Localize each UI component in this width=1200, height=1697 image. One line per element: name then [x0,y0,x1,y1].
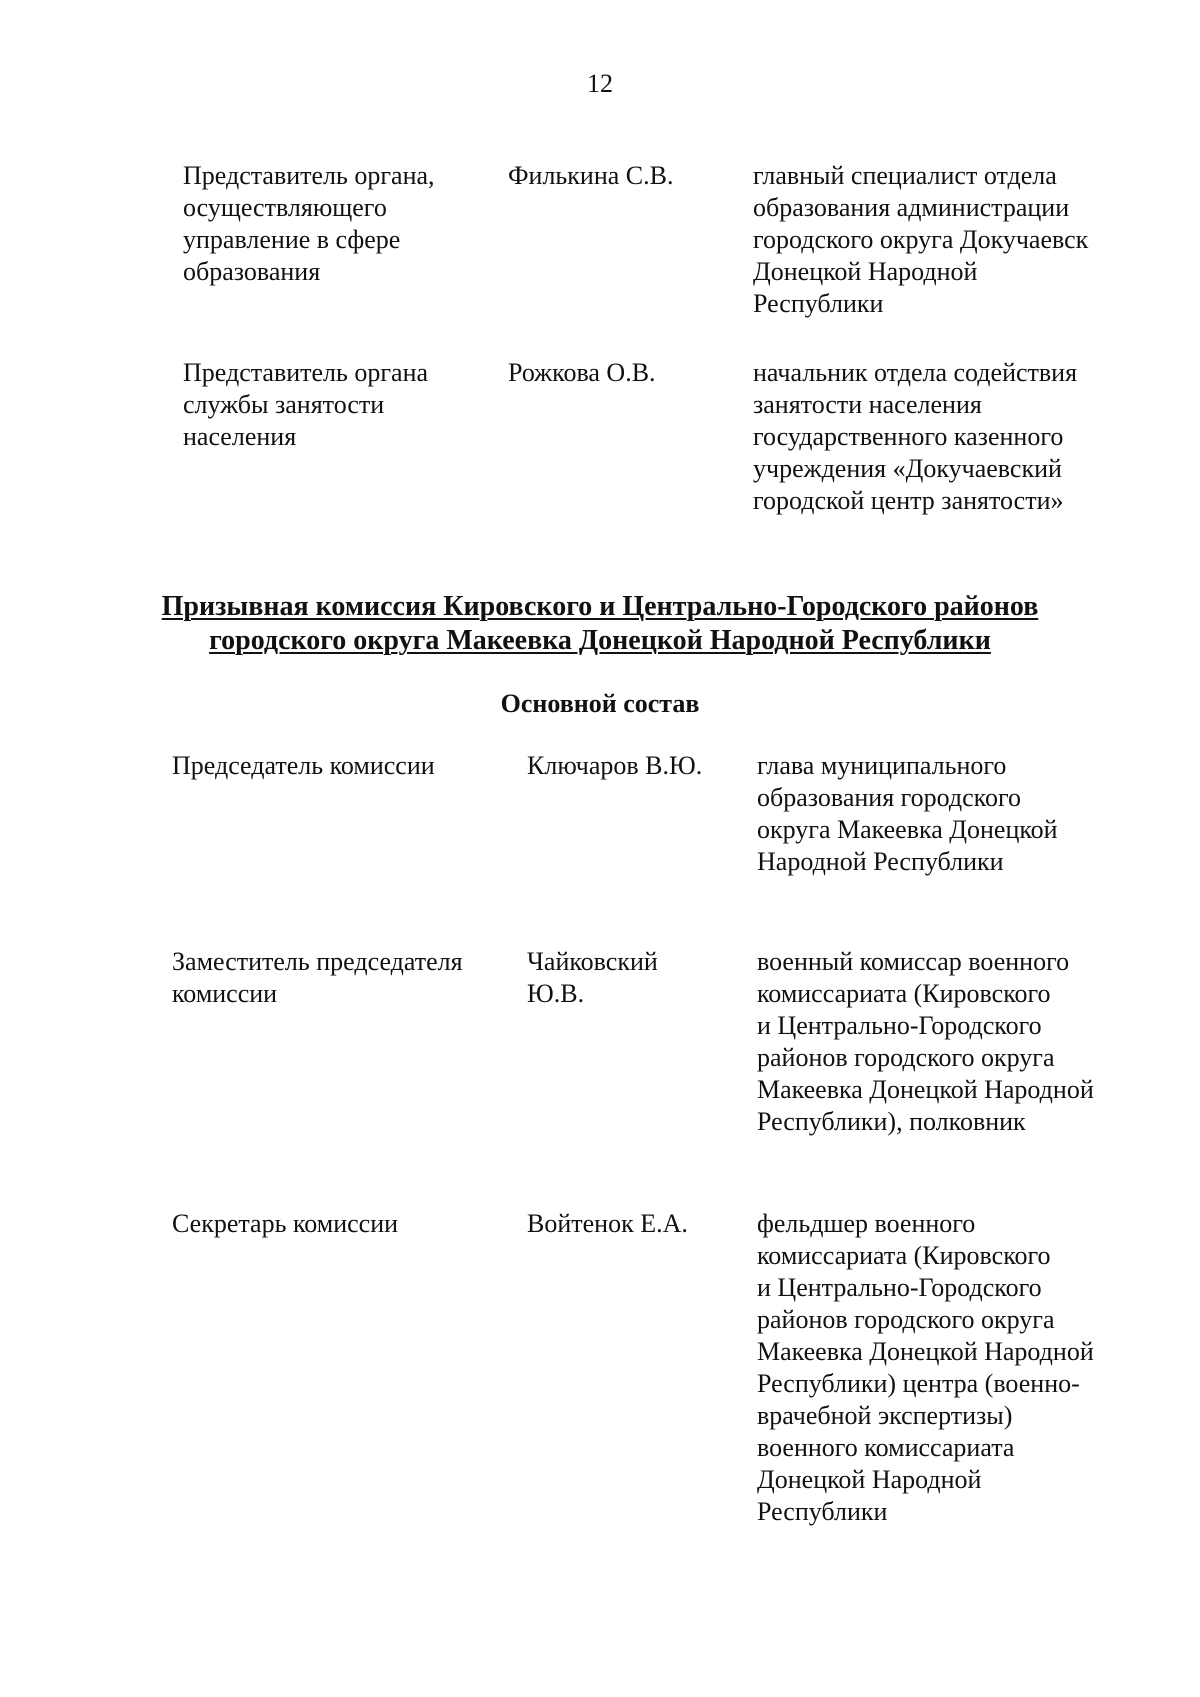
member-position [757,750,1177,878]
text-line: городской центр занятости» [753,486,1064,515]
text-line: комиссии [172,979,278,1008]
text-line: Заместитель председателя [172,947,463,976]
text-line: начальник отдела содействия [753,358,1078,387]
text-line: образования администрации [753,193,1070,222]
section-title-line: Призывная комиссия Кировского и Центрально-Городского районов [161,591,1039,622]
text-line: Макеевка Донецкой Народной [757,1337,1094,1366]
text-line: районов городского округа [757,1305,1055,1334]
text-line: государственного казенного [753,422,1064,451]
member-position [753,357,1173,517]
text-line: Макеевка Донецкой Народной [757,1075,1094,1104]
text-line: службы занятости [183,390,385,419]
text-line: управление в сфере [183,225,401,254]
text-line: учреждения «Докучаевский [753,454,1062,483]
text-line: Донецкой Народной [757,1465,982,1494]
text-line: образования городского [757,783,1022,812]
text-line: занятости населения [753,390,982,419]
text-line: фельдшер военного [757,1209,976,1238]
member-role [183,160,483,288]
text-line: населения [183,422,297,451]
page-number: 12 [587,69,613,98]
text-line: Ключаров В.Ю. [527,751,703,780]
text-line: Республики [753,289,884,318]
text-line: округа Макеевка Донецкой [757,815,1058,844]
text-line: главный специалист отдела [753,161,1057,190]
text-line: глава муниципального [757,751,1007,780]
text-line: врачебной экспертизы) [757,1401,1013,1430]
member-position [753,160,1173,320]
member-role [172,1208,502,1240]
member-role [172,946,502,1010]
text-line: Народной Республики [757,847,1004,876]
text-line: Республики), полковник [757,1107,1026,1136]
text-line: Филькина С.В. [508,161,674,190]
text-line: и Центрально-Городского [757,1011,1042,1040]
text-line: Войтенок Е.А. [527,1209,688,1238]
subsection-title: Основной состав [500,689,700,718]
text-line: Секретарь комиссии [172,1209,399,1238]
member-position [757,946,1177,1138]
text-line: Республики [757,1497,888,1526]
member-role [172,750,502,782]
text-line: комиссариата (Кировского [757,1241,1051,1270]
member-name [508,160,728,192]
member-name [527,750,747,782]
text-line: военного комиссариата [757,1433,1015,1462]
section-title-line: городского округа Макеевка Донецкой Народной Республики [209,625,991,656]
text-line: Республики) центра (военно- [757,1369,1080,1398]
text-line: Представитель органа [183,358,429,387]
text-line: Чайковский [527,947,658,976]
text-line: городского округа Докучаевск [753,225,1089,254]
text-line: осуществляющего [183,193,387,222]
text-line: военный комиссар военного [757,947,1070,976]
section-title [0,590,1200,658]
text-line: и Центрально-Городского [757,1273,1042,1302]
text-line: Ю.В. [527,979,585,1008]
text-line: Председатель комиссии [172,751,435,780]
text-line: Донецкой Народной [753,257,978,286]
member-position [757,1208,1177,1528]
member-name [527,1208,747,1240]
member-role [183,357,483,453]
text-line: Представитель органа, [183,161,435,190]
member-name [508,357,728,389]
text-line: образования [183,257,321,286]
text-line: районов городского округа [757,1043,1055,1072]
member-name [527,946,747,1010]
text-line: Рожкова О.В. [508,358,656,387]
text-line: комиссариата (Кировского [757,979,1051,1008]
